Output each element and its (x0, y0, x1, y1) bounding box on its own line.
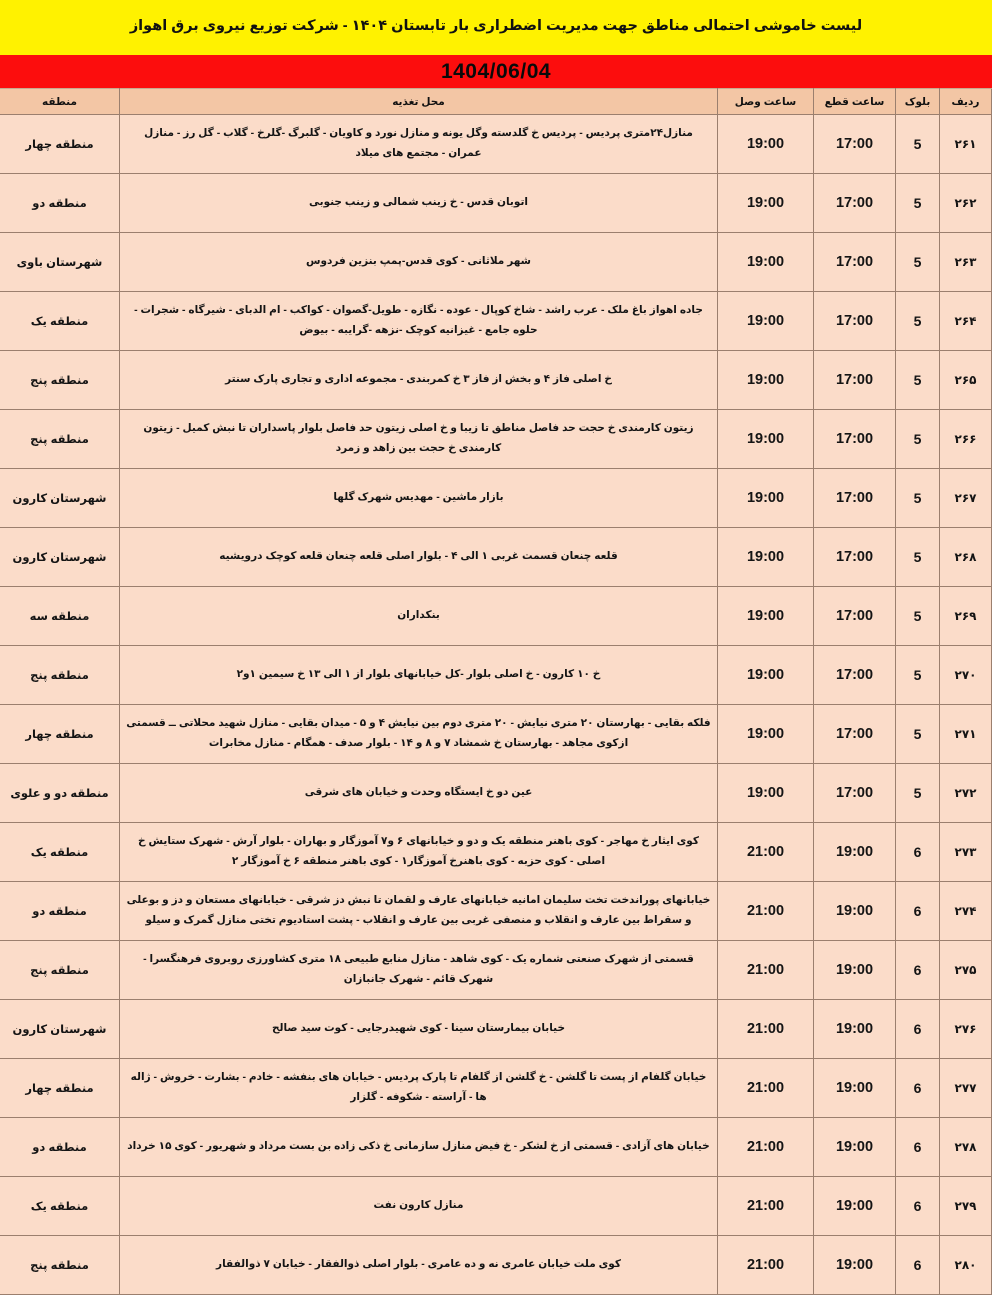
cell-row-number: ۲۶۶ (940, 410, 992, 469)
cell-row-number: ۲۸۰ (940, 1236, 992, 1295)
cell-block: 5 (896, 705, 940, 764)
cell-outage-time: 19:00 (814, 1000, 896, 1059)
cell-restore-time: 21:00 (718, 1177, 814, 1236)
cell-restore-time: 21:00 (718, 1118, 814, 1177)
cell-outage-time: 19:00 (814, 941, 896, 1000)
cell-restore-time: 19:00 (718, 292, 814, 351)
table-row (0, 1236, 992, 1295)
column-header-block: بلوک (896, 89, 940, 115)
cell-region: منطقه یک (0, 292, 120, 351)
cell-outage-time: 19:00 (814, 882, 896, 941)
cell-outage-time: 17:00 (814, 174, 896, 233)
cell-feed-location: قسمتی از شهرک صنعتی شماره یک - کوی شاهد - منازل منابع طبیعی ۱۸ متری کشاورزی روبروی فرهنگسرا - شهرک قائم - شهرک جانبازان (120, 941, 718, 1000)
cell-feed-location: کوی ملت خیابان عامری نه و ده عامری - بلوار اصلی ذوالفقار - خیابان ۷ ذوالفقار (120, 1236, 718, 1295)
cell-restore-time: 21:00 (718, 1059, 814, 1118)
cell-block: 5 (896, 646, 940, 705)
table-row (0, 233, 992, 292)
table-header-row (0, 89, 992, 115)
table-row (0, 1059, 992, 1118)
column-header-region: منطقه (0, 89, 120, 115)
cell-row-number: ۲۶۹ (940, 587, 992, 646)
cell-block: 5 (896, 233, 940, 292)
cell-block: 6 (896, 882, 940, 941)
cell-feed-location: بنکداران (120, 587, 718, 646)
cell-restore-time: 19:00 (718, 351, 814, 410)
cell-restore-time: 19:00 (718, 115, 814, 174)
cell-outage-time: 19:00 (814, 823, 896, 882)
table-row (0, 1000, 992, 1059)
cell-block: 5 (896, 469, 940, 528)
cell-feed-location: زیتون کارمندی خ حجت حد فاصل مناطق تا زیبا و خ اصلی زیتون حد فاصل بلوار پاسداران تا نبش کمیل - زیتون کارمندی خ حجت بین زاهد و زمرد (120, 410, 718, 469)
cell-restore-time: 19:00 (718, 528, 814, 587)
cell-restore-time: 21:00 (718, 1000, 814, 1059)
cell-feed-location: قلعه چنعان قسمت غربی ۱ الی ۴ - بلوار اصلی قلعه چنعان قلعه کوچک درویشیه (120, 528, 718, 587)
cell-block: 5 (896, 410, 940, 469)
cell-outage-time: 17:00 (814, 587, 896, 646)
cell-region: شهرستان کارون (0, 1000, 120, 1059)
cell-feed-location: کوی ایثار خ مهاجر - کوی باهنر منطقه یک و دو و خیابانهای ۶ و۷ آموزگار و بهاران - بلوار آرش - شهرک ستایش خ اصلی - کوی حزبه - کوی باهنرخ آموزگار۱ - کوی باهنر منطقه ۶ خ آموزگار ۲ (120, 823, 718, 882)
cell-region: منطقه دو (0, 882, 120, 941)
footer-spacer (0, 1295, 992, 1303)
cell-block: 5 (896, 764, 940, 823)
cell-outage-time: 17:00 (814, 233, 896, 292)
table-row (0, 410, 992, 469)
cell-region: منطقه سه (0, 587, 120, 646)
table-row (0, 469, 992, 528)
cell-outage-time: 17:00 (814, 469, 896, 528)
cell-outage-time: 19:00 (814, 1177, 896, 1236)
cell-restore-time: 21:00 (718, 823, 814, 882)
cell-region: شهرستان کارون (0, 528, 120, 587)
cell-restore-time: 19:00 (718, 587, 814, 646)
cell-feed-location: عین دو خ ایستگاه وحدت و خیابان های شرقی (120, 764, 718, 823)
cell-restore-time: 21:00 (718, 1236, 814, 1295)
table-row (0, 528, 992, 587)
title-banner (0, 0, 992, 55)
cell-restore-time: 21:00 (718, 941, 814, 1000)
cell-region: منطقه پنج (0, 646, 120, 705)
table-row (0, 587, 992, 646)
cell-feed-location: فلکه بقایی - بهارستان ۲۰ متری نیایش - ۲۰ متری دوم بین نیایش ۴ و ۵ - میدان بقایی - منازل شهید محلاتی ــ قسمتی ازکوی مجاهد - بهارستان خ شمشاد ۷ و ۸ و ۱۴ - بلوار صدف - همگام - منازل مخابرات (120, 705, 718, 764)
column-header-radif: ردیف (940, 89, 992, 115)
cell-row-number: ۲۷۹ (940, 1177, 992, 1236)
cell-row-number: ۲۷۸ (940, 1118, 992, 1177)
cell-feed-location: منازل کارون نفت (120, 1177, 718, 1236)
table-row (0, 1118, 992, 1177)
cell-region: منطقه چهار (0, 1059, 120, 1118)
cell-block: 6 (896, 1118, 940, 1177)
cell-row-number: ۲۶۳ (940, 233, 992, 292)
cell-restore-time: 19:00 (718, 469, 814, 528)
cell-block: 6 (896, 1236, 940, 1295)
cell-outage-time: 19:00 (814, 1118, 896, 1177)
column-header-place: محل تغذیه (120, 89, 718, 115)
cell-feed-location: خیابان گلفام از پست تا گلشن - خ گلشن از گلفام تا پارک پردیس - خیابان های بنفشه - خادم - بشارت - خروش - ژاله ها - آراسته - شکوفه - گلزار (120, 1059, 718, 1118)
cell-row-number: ۲۷۱ (940, 705, 992, 764)
cell-outage-time: 19:00 (814, 1059, 896, 1118)
cell-region: منطقه یک (0, 823, 120, 882)
cell-restore-time: 19:00 (718, 646, 814, 705)
cell-row-number: ۲۶۱ (940, 115, 992, 174)
cell-outage-time: 17:00 (814, 705, 896, 764)
cell-feed-location: منازل۲۴متری پردیس - پردیس خ گلدسته وگل یونه و منازل نورد و کاویان - گلبرگ -گلرخ - گلاب - گل رز - منازل عمران - مجتمع های میلاد (120, 115, 718, 174)
cell-row-number: ۲۶۵ (940, 351, 992, 410)
cell-feed-location: جاده اهواز باغ ملک - عرب راشد - شاخ کوپال - عوده - نگازه - طویل-گصوان - کواکب - ام الدبای - شیرگاه - شجرات - حلوه جامع - غیزانیه کوچک -نزهه -گرایبه - بیوض (120, 292, 718, 351)
cell-region: منطقه پنج (0, 410, 120, 469)
cell-block: 6 (896, 1177, 940, 1236)
cell-region: منطقه دو و علوی (0, 764, 120, 823)
cell-row-number: ۲۶۷ (940, 469, 992, 528)
cell-outage-time: 17:00 (814, 646, 896, 705)
cell-row-number: ۲۶۴ (940, 292, 992, 351)
table-body (0, 115, 992, 1295)
cell-block: 5 (896, 115, 940, 174)
cell-row-number: ۲۷۶ (940, 1000, 992, 1059)
cell-outage-time: 17:00 (814, 115, 896, 174)
cell-block: 5 (896, 351, 940, 410)
cell-region: منطقه چهار (0, 705, 120, 764)
cell-block: 6 (896, 1000, 940, 1059)
cell-region: منطقه یک (0, 1177, 120, 1236)
cell-region: شهرستان کارون (0, 469, 120, 528)
table-row (0, 705, 992, 764)
cell-row-number: ۲۷۳ (940, 823, 992, 882)
cell-row-number: ۲۶۲ (940, 174, 992, 233)
table-row (0, 292, 992, 351)
page-title: لیست خاموشی احتمالی مناطق جهت مدیریت اضطراری بار تابستان ۱۴۰۴ - شرکت توزیع نیروی برق اهواز (129, 18, 863, 35)
cell-row-number: ۲۶۸ (940, 528, 992, 587)
table-row (0, 764, 992, 823)
cell-block: 5 (896, 174, 940, 233)
cell-restore-time: 19:00 (718, 705, 814, 764)
outage-table (0, 88, 992, 1295)
cell-feed-location: شهر ملاثانی - کوی قدس-پمپ بنزین فردوس (120, 233, 718, 292)
cell-feed-location: خ اصلی فاز ۴ و بخش از فاز ۳ خ کمربندی - مجموعه اداری و تجاری پارک سنتر (120, 351, 718, 410)
cell-feed-location: خیابان بیمارستان سینا - کوی شهیدرجایی - کوت سید صالح (120, 1000, 718, 1059)
table-row (0, 351, 992, 410)
cell-region: منطقه پنج (0, 351, 120, 410)
schedule-date: 1404/06/04 (440, 59, 552, 83)
cell-outage-time: 17:00 (814, 764, 896, 823)
cell-outage-time: 17:00 (814, 351, 896, 410)
cell-region: منطقه دو (0, 174, 120, 233)
cell-feed-location: بازار ماشین - مهدیس شهرک گلها (120, 469, 718, 528)
cell-block: 6 (896, 1059, 940, 1118)
table-row (0, 823, 992, 882)
cell-region: منطقه پنج (0, 1236, 120, 1295)
cell-feed-location: خیابانهای پوراندخت تخت سلیمان امانیه خیابانهای عارف و لقمان تا نبش دز شرقی - خیابانهای مستعان و دز و بوعلی و سقراط بین عارف و انقلاب و منصفی غربی بین عارف و انقلاب - پشت استادیوم تختی منازل گمرک و سیلو (120, 882, 718, 941)
cell-block: 5 (896, 292, 940, 351)
cell-block: 6 (896, 823, 940, 882)
cell-row-number: ۲۷۵ (940, 941, 992, 1000)
cell-row-number: ۲۷۴ (940, 882, 992, 941)
column-header-off: ساعت قطع (814, 89, 896, 115)
cell-block: 5 (896, 587, 940, 646)
cell-restore-time: 19:00 (718, 764, 814, 823)
cell-region: منطقه چهار (0, 115, 120, 174)
date-banner (0, 55, 992, 88)
cell-restore-time: 19:00 (718, 233, 814, 292)
cell-outage-time: 19:00 (814, 1236, 896, 1295)
table-row (0, 115, 992, 174)
cell-block: 6 (896, 941, 940, 1000)
cell-block: 5 (896, 528, 940, 587)
table-row (0, 174, 992, 233)
cell-region: شهرستان باوی (0, 233, 120, 292)
cell-feed-location: خیابان های آزادی - قسمتی از خ لشکر - خ فیض منازل سازمانی خ ذکی زاده بن بست مرداد و شهریور - کوی ۱۵ خرداد (120, 1118, 718, 1177)
cell-feed-location: خ ۱۰ کارون - خ اصلی بلوار -کل خیابانهای بلوار از ۱ الی ۱۳ خ سیمین ۱و۲ (120, 646, 718, 705)
cell-region: منطقه دو (0, 1118, 120, 1177)
cell-region: منطقه پنج (0, 941, 120, 1000)
table-row (0, 1177, 992, 1236)
cell-row-number: ۲۷۲ (940, 764, 992, 823)
cell-row-number: ۲۷۰ (940, 646, 992, 705)
cell-restore-time: 19:00 (718, 410, 814, 469)
table-row (0, 941, 992, 1000)
cell-row-number: ۲۷۷ (940, 1059, 992, 1118)
cell-outage-time: 17:00 (814, 410, 896, 469)
table-row (0, 646, 992, 705)
cell-feed-location: اتوبان قدس - خ زینب شمالی و زینب جنوبی (120, 174, 718, 233)
table-row (0, 882, 992, 941)
cell-outage-time: 17:00 (814, 292, 896, 351)
table-head (0, 89, 992, 115)
column-header-on: ساعت وصل (718, 89, 814, 115)
cell-restore-time: 21:00 (718, 882, 814, 941)
cell-restore-time: 19:00 (718, 174, 814, 233)
cell-outage-time: 17:00 (814, 528, 896, 587)
